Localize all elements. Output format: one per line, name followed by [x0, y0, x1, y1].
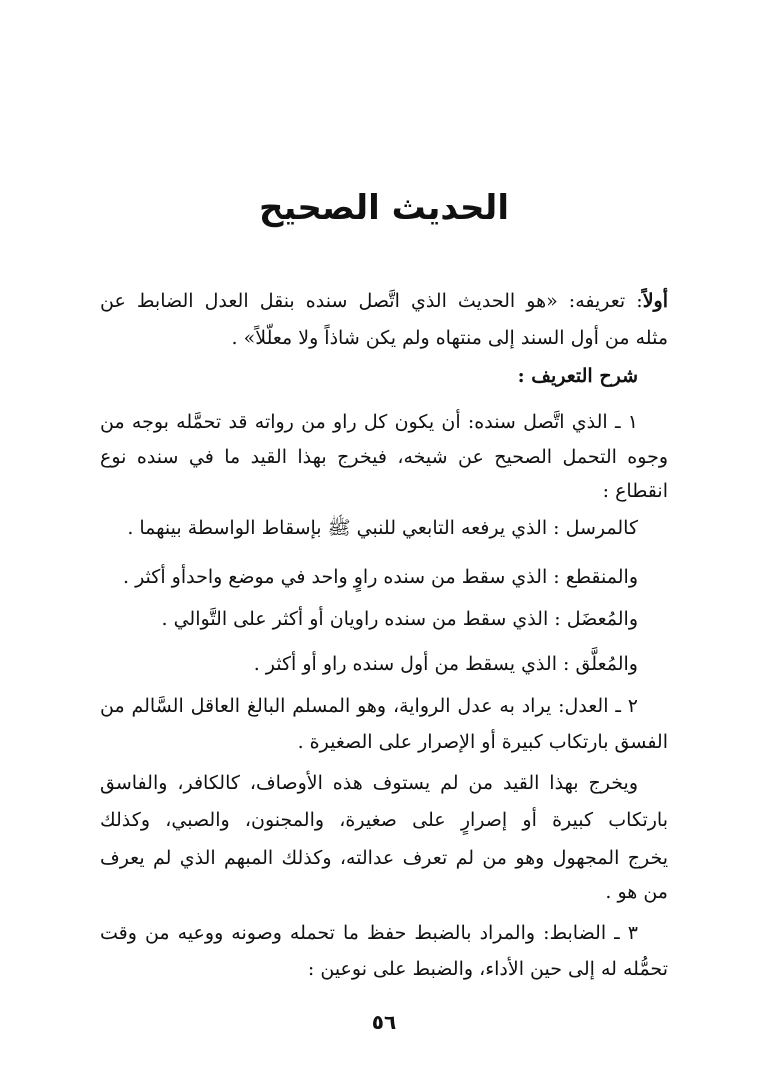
item-two-line-1: ٢ ـ العدل: يراد به عدل الرواية، وهو المسلم البالغ العاقل السَّالم من [100, 695, 638, 717]
item-three-line-2: تحمُّله له إلى حين الأداء، والضبط على نوعين : [307, 958, 668, 980]
item-one-line-1: ١ ـ الذي اتَّصل سنده: أن يكون كل راو من رواته قد تحمَّله بوجه من [100, 411, 638, 433]
page-number: ٥٦ [371, 1010, 397, 1034]
item-one-line-3: انقطاع : [602, 480, 668, 502]
definition-text: : تعريفه: «هو الحديث الذي اتَّصل سنده بنقل العدل الضابط عن [100, 290, 643, 312]
mudal-definition: والمُعضَل : الذي سقط من سنده راويان أو أكثر على التَّوالي . [161, 608, 638, 630]
definition-line-2: مثله من أول السند إلى منتهاه ولم يكن شاذاً ولا معلّلاً» . [231, 327, 668, 349]
item-one-line-2: وجوه التحمل الصحيح عن شيخه، فيخرج بهذا القيد ما في سنده نوع [100, 446, 668, 468]
excluded-line-2: بارتكاب كبيرة أو إصرارٍ على صغيرة، والمجنون، والصبي، وكذلك [100, 809, 668, 831]
excluded-line-3: يخرج المجهول وهو من لم تعرف عدالته، وكذلك المبهم الذي لم يعرف [100, 847, 668, 869]
excluded-line-1: ويخرج بهذا القيد من لم يستوف هذه الأوصاف، كالكافر، والفاسق [100, 772, 638, 794]
item-two-line-2: الفسق بارتكاب كبيرة أو الإصرار على الصغيرة . [297, 731, 668, 753]
muallaq-definition: والمُعلَّق : الذي يسقط من أول سنده راو أو أكثر . [253, 653, 638, 675]
definition-line-1 [100, 286, 668, 316]
explanation-heading: شرح التعريف : [517, 365, 638, 387]
page-title: الحديث الصحيح [259, 188, 509, 228]
excluded-line-4: من هو . [605, 881, 668, 903]
section-label: أولاً [642, 290, 668, 312]
munqati-definition: والمنقطع : الذي سقط من سنده راوٍ واحد في موضع واحدأو أكثر . [122, 566, 638, 588]
item-three-line-1: ٣ ـ الضابط: والمراد بالضبط حفظ ما تحمله وصونه ووعيه من وقت [100, 922, 638, 944]
mursal-definition: كالمرسل : الذي يرفعه التابعي للنبي ﷺ بإسقاط الواسطة بينهما . [127, 517, 638, 539]
